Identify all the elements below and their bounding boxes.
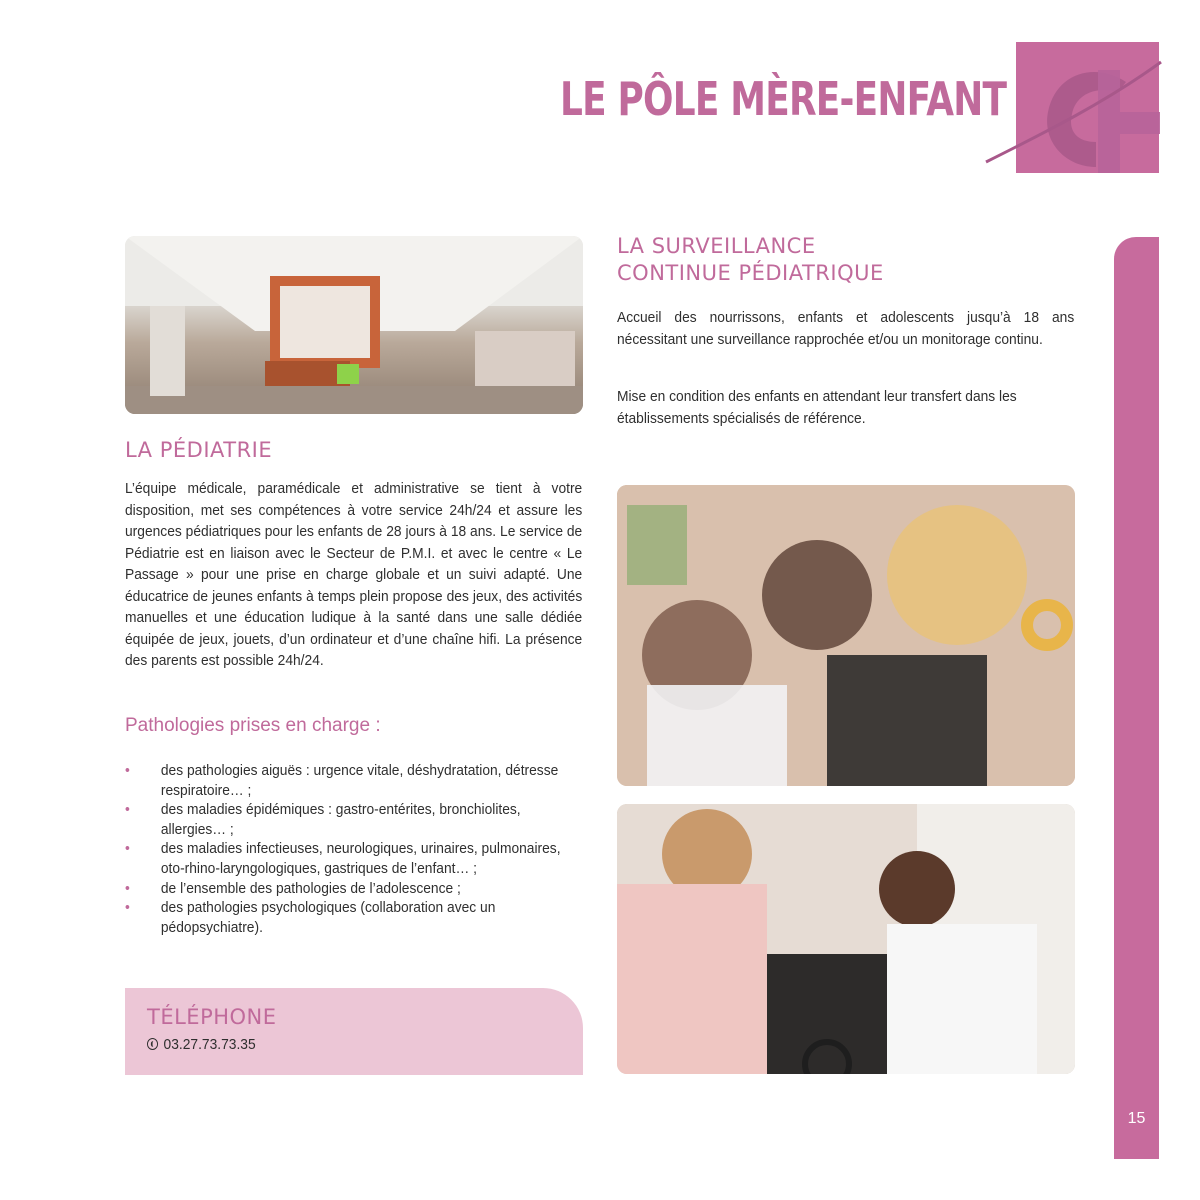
phone-icon: [147, 1038, 158, 1050]
hallway-photo: [125, 236, 583, 414]
pathologies-title: Pathologies prises en charge :: [125, 715, 381, 736]
pediatrie-body: L’équipe médicale, paramédicale et administrative se tient à votre disposition, met ses compétences à votre service 24h/24 et assure les urgences pédiatriques pour les enfants de 28 jours à 18 ans. Le service de Pédiatrie est en liaison avec le Secteur de P.M.I. et avec le centre « Le Passage » pour une prise en charge globale et un suivi adapté. Une éducatrice de jeunes enfants à temps plein propose des jeux, des activités manuelles et une éducation ludique à la santé dans une salle dédiée équipée de jeux, jouets, d’un ordinateur et d’une chaîne hifi. La présence des parents est possible 24h/24.: [125, 480, 583, 669]
surveillance-para-1: Accueil des nourrissons, enfants et adolescents jusqu’à 18 ans nécessitant une surveillance rapprochée et/ou un monitorage continu.: [617, 309, 1075, 348]
surveillance-para-2: Mise en condition des enfants en attendant leur transfert dans les établissements spécialisés de référence.: [617, 388, 1017, 427]
bullet-icon: •: [125, 899, 130, 917]
list-item: • de l’ensemble des pathologies de l’adolescence ;: [125, 879, 461, 897]
pediatrie-heading: LA PÉDIATRIE: [125, 438, 273, 462]
surveillance-heading: [617, 233, 1037, 287]
page-title: LE PÔLE MÈRE-ENFANT: [560, 72, 1007, 126]
caregivers-photo: [617, 485, 1075, 786]
telephone-box: [125, 988, 583, 1075]
bullet-icon: •: [125, 840, 130, 858]
list-item: • des maladies infectieuses, neurologiques, urinaires, pulmonaires, oto-rhino-laryngologiques, gastriques de l’enfant… ;: [125, 840, 561, 877]
hospital-logo-icon: [1016, 42, 1159, 173]
surveillance-heading-line2: CONTINUE PÉDIATRIQUE: [617, 261, 884, 285]
bullet-icon: •: [125, 762, 130, 779]
list-item: • des pathologies aiguës : urgence vitale, déshydratation, détresse respiratoire… ;: [125, 762, 559, 799]
surveillance-heading-line1: LA SURVEILLANCE: [617, 234, 816, 258]
side-bar: [1114, 237, 1159, 1159]
bullet-icon: •: [125, 879, 130, 897]
bullet-icon: •: [125, 801, 130, 819]
page-number: 15: [1127, 1110, 1146, 1127]
pathologies-list: [125, 761, 585, 937]
list-item: • des maladies épidémiques : gastro-entérites, bronchiolites, allergies… ;: [125, 801, 521, 838]
nurse-stroller-photo: [617, 804, 1075, 1074]
telephone-line: [147, 1036, 256, 1053]
telephone-heading: TÉLÉPHONE: [147, 1005, 277, 1029]
telephone-number[interactable]: 03.27.73.73.35: [163, 1036, 256, 1053]
list-item: • des pathologies psychologiques (collaboration avec un pédopsychiatre).: [125, 899, 496, 936]
